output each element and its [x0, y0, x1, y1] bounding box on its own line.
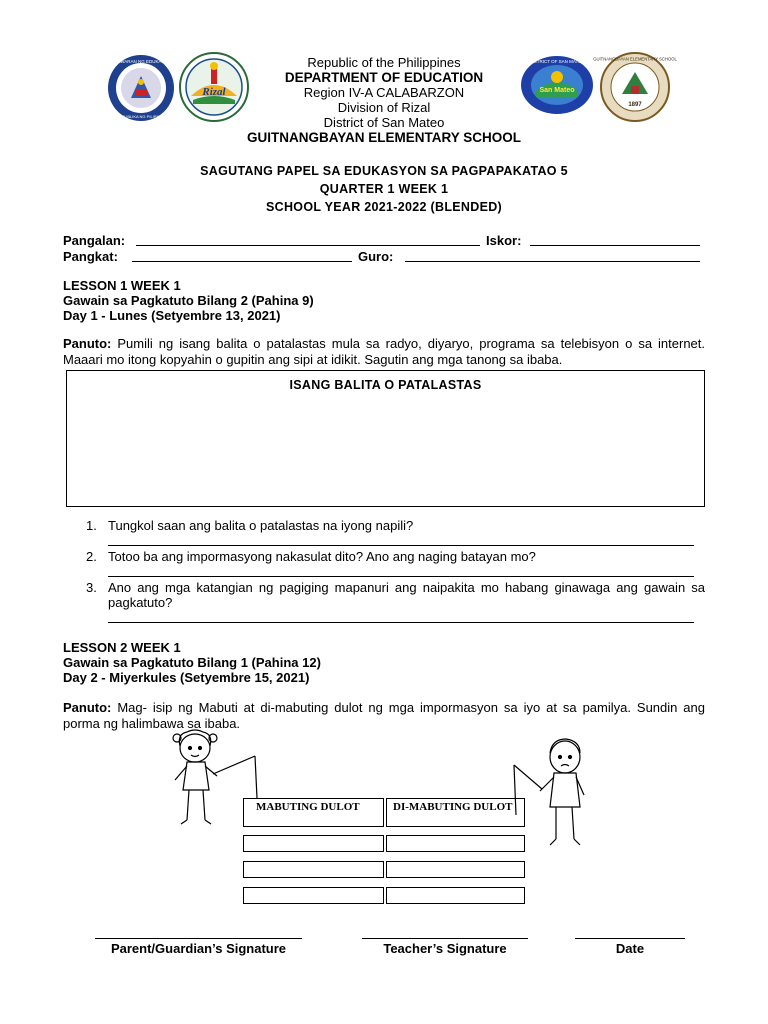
lesson1-panuto-text: Pumili ng isang balita o patalastas mula sa radyo, diyaryo, programa sa telebisyon o sa internet. Maaari mo itong kopyahin o gupitin ang sipi at idikit. Sagutin ang mga tanong sa ibaba.	[63, 336, 705, 367]
iskor-label: Iskor:	[486, 233, 522, 248]
deped-seal-subtext: REPUBLIKA NG PILIPINAS	[116, 114, 166, 119]
question-3-number: 3.	[86, 580, 97, 595]
news-ad-box-title: ISANG BALITA O PATALASTAS	[289, 378, 482, 392]
guro-field[interactable]	[405, 261, 700, 262]
pangkat-field[interactable]	[132, 261, 352, 262]
question-3-answer-line[interactable]	[108, 622, 694, 623]
division-text: Division of Rizal	[337, 100, 431, 115]
lesson2-heading: LESSON 2 WEEK 1	[63, 640, 181, 655]
iskor-field[interactable]	[530, 245, 700, 246]
lesson2-instructions	[63, 700, 705, 731]
lesson1-instructions	[63, 336, 705, 367]
school-seal-year: 1897	[628, 102, 642, 108]
district-text: District of San Mateo	[323, 115, 445, 130]
date-label: Date	[615, 941, 645, 956]
lesson2-day: Day 2 - Miyerkules (Setyembre 15, 2021)	[63, 670, 310, 685]
republic-text: Republic of the Philippines	[307, 55, 461, 70]
school-name: GUITNANGBAYAN ELEMENTARY SCHOOL	[246, 130, 522, 145]
quarter-week: QUARTER 1 WEEK 1	[319, 182, 449, 196]
question-2-text: Totoo ba ang impormasyong nakasulat dito? Ano ang naging batayan mo?	[108, 549, 536, 564]
mabuting-dulot-row-2[interactable]	[243, 861, 384, 878]
di-mabuting-dulot-label: DI-MABUTING DULOT	[393, 801, 513, 813]
question-1-answer-line[interactable]	[108, 545, 694, 546]
question-3-text: Ano ang mga katangian ng pagiging mapanuri ang naipakita mo habang ginawaga ang gawain sa pagkatuto?	[108, 580, 705, 610]
question-2-answer-line[interactable]	[108, 576, 694, 577]
san-mateo-center-text: San Mateo	[539, 87, 575, 94]
pangalan-label: Pangalan:	[63, 233, 126, 248]
lesson2-activity: Gawain sa Pagkatuto Bilang 1 (Pahina 12)	[63, 655, 321, 670]
lesson2-panuto-text: Mag- isip ng Mabuti at di-mabuting dulot ng mga impormasyon sa iyo at sa pamilya. Sundin ang porma ng halimbawa sa ibaba.	[63, 700, 705, 731]
parent-signature-label: Parent/Guardian’s Signature	[110, 941, 287, 956]
pangalan-field[interactable]	[136, 245, 480, 246]
lesson2-panuto-label: Panuto:	[63, 700, 112, 715]
teacher-signature-line[interactable]	[362, 938, 528, 939]
school-year: SCHOOL YEAR 2021-2022 (BLENDED)	[266, 200, 502, 214]
question-1-number: 1.	[86, 518, 97, 533]
worksheet-title: SAGUTANG PAPEL SA EDUKASYON SA PAGPAPAKATAO 5	[200, 164, 568, 178]
di-mabuting-dulot-header	[386, 798, 525, 827]
deped-seal-text: KAGAWARAN NG EDUKASYON	[107, 59, 175, 64]
rizal-logo-text: Rizal	[202, 86, 226, 98]
lesson1-activity: Gawain sa Pagkatuto Bilang 2 (Pahina 9)	[63, 293, 314, 308]
school-seal-text: GUITNANGBAYAN ELEMENTARY SCHOOL	[593, 56, 677, 62]
parent-signature-line[interactable]	[95, 938, 302, 939]
lesson1-heading: LESSON 1 WEEK 1	[63, 278, 181, 293]
lesson1-panuto-label: Panuto:	[63, 336, 112, 351]
question-2-number: 2.	[86, 549, 97, 564]
mabuting-dulot-header	[243, 798, 384, 827]
mabuting-dulot-row-3[interactable]	[243, 887, 384, 904]
mabuting-dulot-row-1[interactable]	[243, 835, 384, 852]
mabuting-dulot-label: MABUTING DULOT	[256, 801, 360, 813]
news-ad-box[interactable]	[66, 370, 705, 507]
date-line[interactable]	[575, 938, 685, 939]
guro-label: Guro:	[358, 249, 394, 264]
lesson1-day: Day 1 - Lunes (Setyembre 13, 2021)	[63, 308, 281, 323]
di-mabuting-dulot-row-3[interactable]	[386, 887, 525, 904]
di-mabuting-dulot-row-2[interactable]	[386, 861, 525, 878]
department-text: DEPARTMENT OF EDUCATION	[284, 70, 484, 85]
di-mabuting-dulot-row-1[interactable]	[386, 835, 525, 852]
teacher-signature-label: Teacher’s Signature	[383, 941, 507, 956]
pangkat-label: Pangkat:	[63, 249, 118, 264]
san-mateo-logo-text: DISTRICT OF SAN MATEO	[529, 59, 585, 64]
region-text: Region IV-A CALABARZON	[303, 85, 465, 100]
question-1-text: Tungkol saan ang balita o patalastas na iyong napili?	[108, 518, 414, 533]
